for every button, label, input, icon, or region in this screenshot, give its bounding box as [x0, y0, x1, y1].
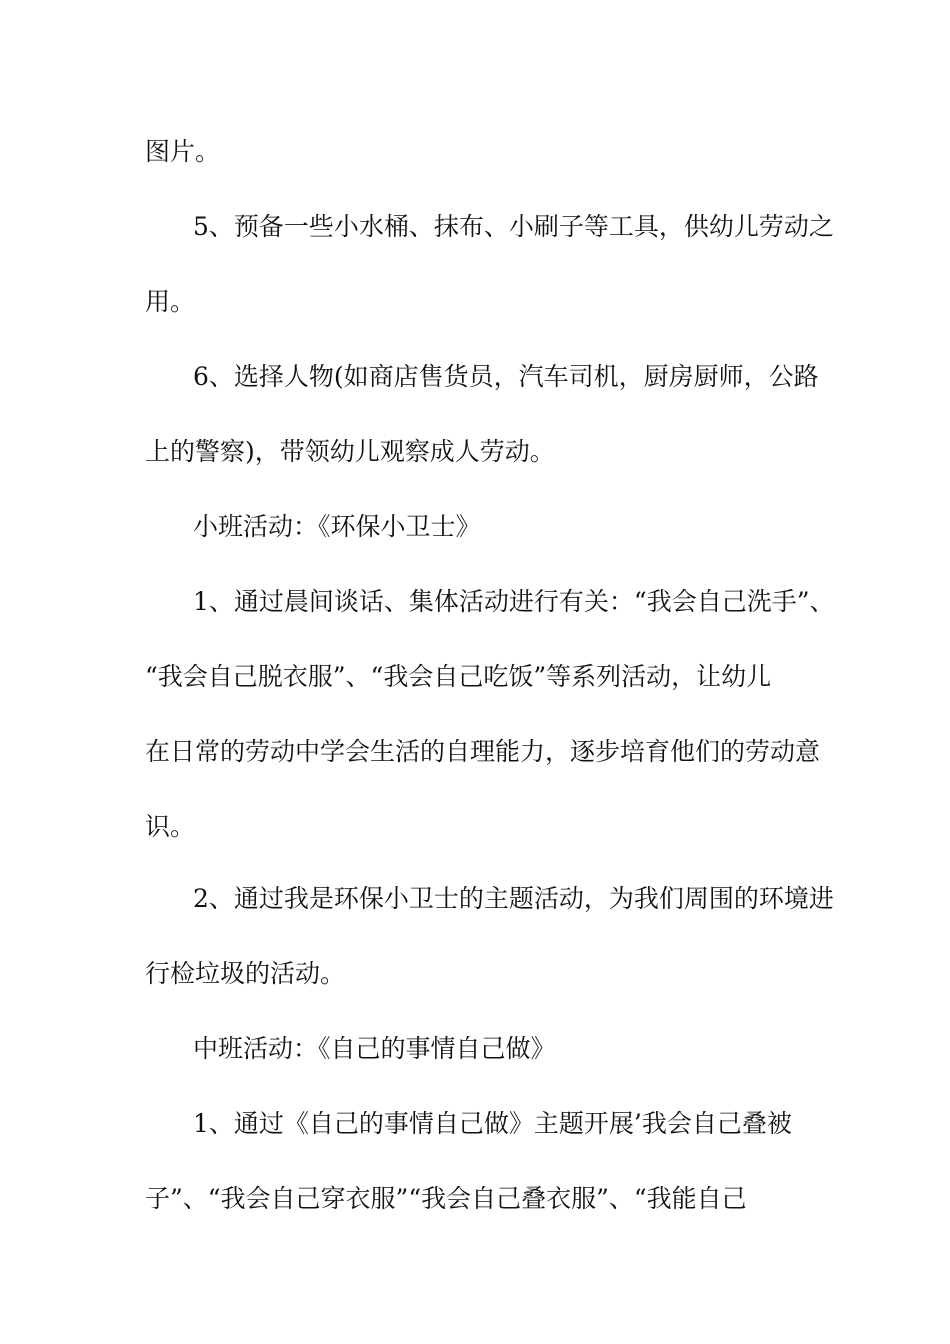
- text-line-continuation: 在日常的劳动中学会生活的自理能力，逐步培育他们的劳动意: [145, 737, 821, 766]
- text-line-continuation: 子”、“我会自己穿衣服”“我会自己叠衣服”、“我能自己: [145, 1184, 747, 1213]
- section-heading-small-class: 小班活动：《环保小卫士》: [193, 512, 481, 541]
- paragraph-item-1: 1、通过晨间谈话、集体活动进行有关：“我会自己洗手”、: [193, 587, 835, 616]
- text-line-continuation: 上的警察)，带领幼儿观察成人劳动。: [145, 437, 555, 466]
- text-line-continuation: 图片。: [145, 137, 221, 166]
- paragraph-item-1-middle: 1、通过《自己的事情自己做》主题开展’我会自己叠被: [193, 1109, 792, 1138]
- text-line-continuation: “我会自己脱衣服”、“我会自己吃饭”等系列活动，让幼儿: [145, 662, 772, 691]
- paragraph-item-6: 6、选择人物(如商店售货员，汽车司机，厨房厨师，公路: [193, 362, 819, 391]
- text-line-continuation: 识。: [145, 812, 196, 841]
- text-line-continuation: 行检垃圾的活动。: [145, 959, 346, 988]
- paragraph-item-2: 2、通过我是环保小卫士的主题活动，为我们周围的环境进: [193, 884, 834, 913]
- paragraph-item-5: 5、预备一些小水桶、抹布、小刷子等工具，供幼儿劳动之: [193, 212, 834, 241]
- text-line-continuation: 用。: [145, 287, 196, 316]
- section-heading-middle-class: 中班活动：《自己的事情自己做》: [193, 1034, 556, 1063]
